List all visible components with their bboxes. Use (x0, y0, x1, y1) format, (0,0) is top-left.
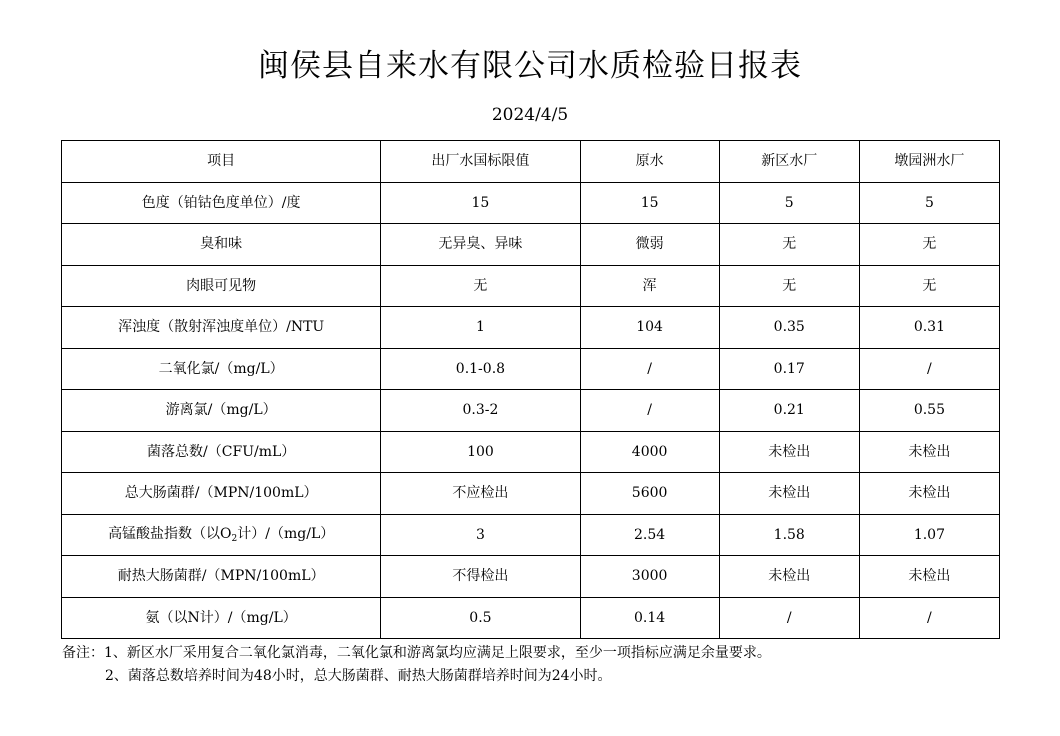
table-row (62, 182, 1000, 224)
table-row (62, 265, 1000, 307)
row-xinqu: 未检出 (719, 473, 859, 515)
note-1 (62, 642, 771, 665)
row-xinqu: 5 (719, 182, 859, 224)
header-standard-limit: 出厂水国标限值 (381, 141, 580, 183)
row-raw: / (580, 390, 719, 432)
row-raw: 104 (580, 307, 719, 349)
row-dunyuanzhou: 未检出 (859, 556, 999, 598)
row-item: 浑浊度（散射浑浊度单位）/NTU (62, 307, 381, 349)
row-xinqu: 无 (719, 224, 859, 266)
row-dunyuanzhou: 无 (859, 265, 999, 307)
row-raw: / (580, 348, 719, 390)
row-limit: 不得检出 (381, 556, 580, 598)
row-dunyuanzhou: / (859, 597, 999, 639)
row-limit: 0.3-2 (381, 390, 580, 432)
row-item-prefix: 高锰酸盐指数（以O (108, 525, 232, 542)
row-xinqu: 未检出 (719, 431, 859, 473)
row-dunyuanzhou: 无 (859, 224, 999, 266)
table-row (62, 473, 1000, 515)
row-item: 二氧化氯/（mg/L） (62, 348, 381, 390)
table-row (62, 307, 1000, 349)
row-dunyuanzhou: 1.07 (859, 514, 999, 556)
row-item: 臭和味 (62, 224, 381, 266)
row-item-subscript: 2 (231, 533, 238, 544)
row-limit: 0.5 (381, 597, 580, 639)
report-title: 闽侯县自来水有限公司水质检验日报表 (258, 48, 802, 84)
notes-label: 备注： (62, 645, 104, 661)
row-raw: 5600 (580, 473, 719, 515)
table-row (62, 597, 1000, 639)
row-item-suffix: 计）/（mg/L） (237, 525, 335, 542)
row-limit: 15 (381, 182, 580, 224)
table-row (62, 431, 1000, 473)
note-1-text: 1、新区水厂采用复合二氧化氯消毒，二氧化氯和游离氯均应满足上限要求，至少一项指标应满足余量要求。 (104, 645, 771, 661)
row-item: 菌落总数/（CFU/mL） (62, 431, 381, 473)
row-item: 氨（以N计）/（mg/L） (62, 597, 381, 639)
row-item: 色度（铂钴色度单位）/度 (62, 182, 381, 224)
row-item: 总大肠菌群/（MPN/100mL） (62, 473, 381, 515)
row-raw: 4000 (580, 431, 719, 473)
row-limit: 100 (381, 431, 580, 473)
row-raw: 微弱 (580, 224, 719, 266)
table-row (62, 514, 1000, 556)
row-limit: 0.1-0.8 (381, 348, 580, 390)
row-xinqu: / (719, 597, 859, 639)
row-item (62, 514, 381, 556)
table-row (62, 348, 1000, 390)
table-row (62, 390, 1000, 432)
row-dunyuanzhou: 未检出 (859, 473, 999, 515)
header-xinqu-plant: 新区水厂 (719, 141, 859, 183)
water-quality-table (61, 140, 1000, 639)
table-row (62, 224, 1000, 266)
table-row (62, 556, 1000, 598)
header-dunyuanzhou-plant: 墩园洲水厂 (859, 141, 999, 183)
row-raw: 15 (580, 182, 719, 224)
row-raw: 2.54 (580, 514, 719, 556)
row-xinqu: 无 (719, 265, 859, 307)
row-limit: 无 (381, 265, 580, 307)
row-xinqu: 0.17 (719, 348, 859, 390)
row-limit: 不应检出 (381, 473, 580, 515)
row-dunyuanzhou: 5 (859, 182, 999, 224)
table-header-row (62, 141, 1000, 183)
row-raw: 0.14 (580, 597, 719, 639)
row-item: 耐热大肠菌群/（MPN/100mL） (62, 556, 381, 598)
report-date: 2024/4/5 (491, 105, 569, 125)
row-dunyuanzhou: 0.55 (859, 390, 999, 432)
row-xinqu: 未检出 (719, 556, 859, 598)
row-limit: 1 (381, 307, 580, 349)
row-item: 游离氯/（mg/L） (62, 390, 381, 432)
row-dunyuanzhou: / (859, 348, 999, 390)
row-raw: 3000 (580, 556, 719, 598)
note-2 (62, 665, 771, 688)
row-raw: 浑 (580, 265, 719, 307)
header-item: 项目 (62, 141, 381, 183)
row-xinqu: 1.58 (719, 514, 859, 556)
row-limit: 无异臭、异味 (381, 224, 580, 266)
row-xinqu: 0.21 (719, 390, 859, 432)
row-dunyuanzhou: 未检出 (859, 431, 999, 473)
row-limit: 3 (381, 514, 580, 556)
row-xinqu: 0.35 (719, 307, 859, 349)
header-raw-water: 原水 (580, 141, 719, 183)
row-dunyuanzhou: 0.31 (859, 307, 999, 349)
notes (62, 642, 771, 688)
row-item: 肉眼可见物 (62, 265, 381, 307)
note-2-text: 2、菌落总数培养时间为48小时，总大肠菌群、耐热大肠菌群培养时间为24小时。 (105, 668, 612, 684)
